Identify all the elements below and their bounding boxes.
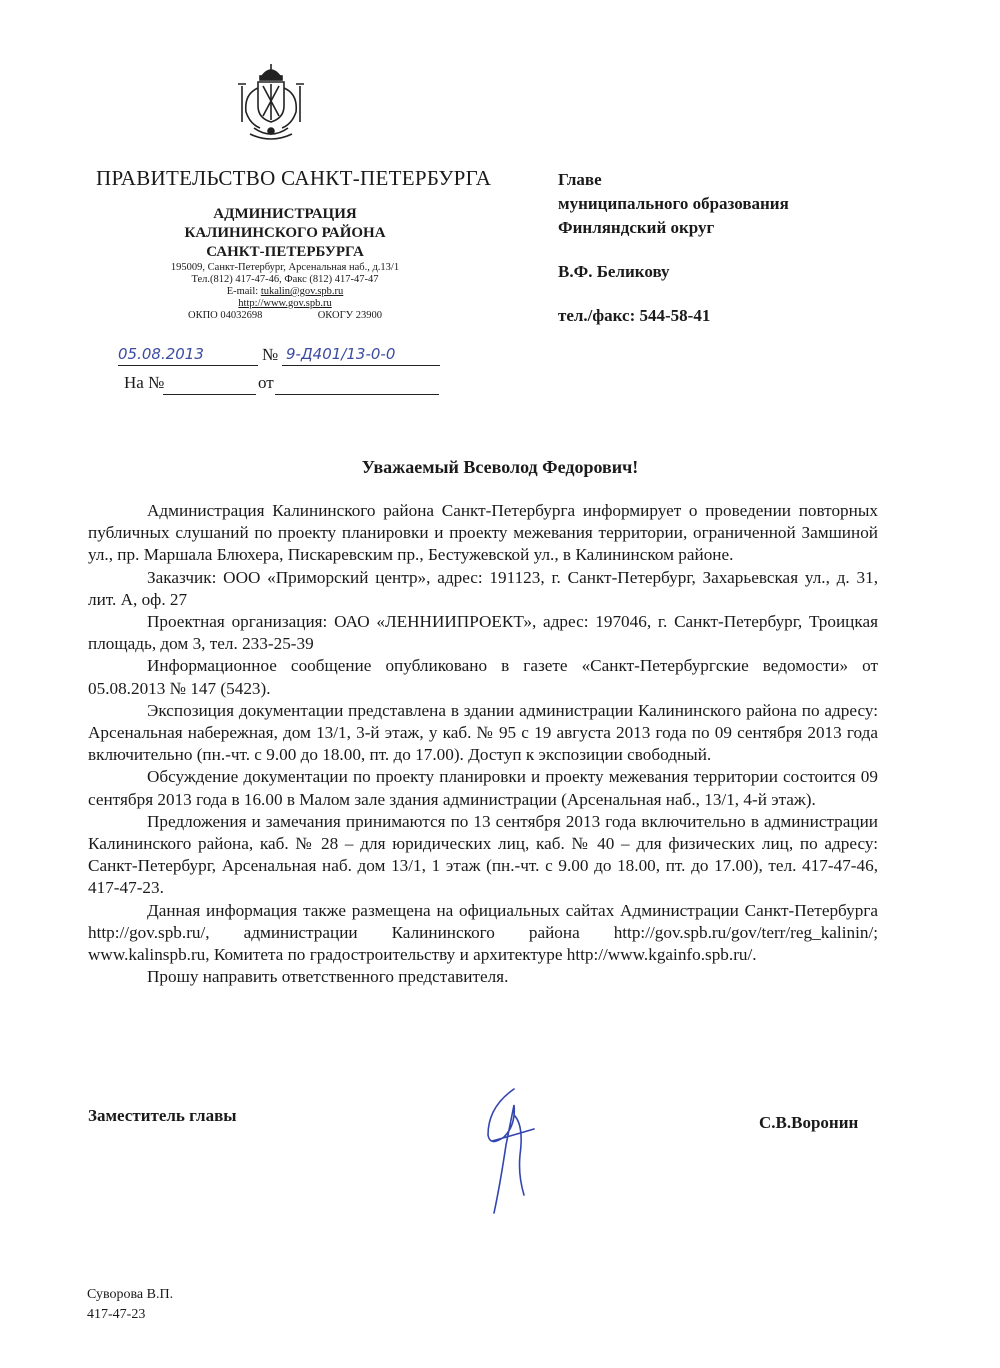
executor-phone: 417-47-23 [87,1307,146,1322]
number-sign: № [262,345,279,364]
paragraph-8: Данная информация также размещена на официальных сайтах Администрации Санкт-Петербурга http://gov.spb.ru/, администрации Калининского района http://gov.spb.ru/gov/terr/reg_kalinin/; www.kalinspb.ru, Комитета по градостроительству и архитектуре http://www.kgainfo.spb.ru/. [88,900,878,965]
admin-line-2: КАЛИНИНСКОГО РАЙОНА [184,225,386,241]
signatory-title: Заместитель главы [88,1106,237,1125]
recipient-name: В.Ф. Беликову [558,262,670,281]
coat-of-arms-icon [236,62,306,142]
paragraph-3: Проектная организация: ОАО «ЛЕННИИПРОЕКТ», адрес: 197046, г. Санкт-Петербург, Троицкая площадь, дом 3, тел. 233-25-39 [88,612,878,654]
admin-email-row [150,286,420,298]
paragraph-9: Прошу направить ответственного представителя. [147,967,509,987]
letter-body [88,500,878,988]
registration-date: 05.08.2013 [118,345,204,363]
administration-contacts [150,262,420,322]
okpo-code: ОКПО 04032698 [188,310,263,321]
salutation: Уважаемый Всеволод Федорович! [361,457,639,477]
recipient-line-2: муниципального образования [558,194,789,213]
registration-date-line [118,345,258,366]
paragraph-4: Информационное сообщение опубликовано в газете «Санкт-Петербургские ведомости» от 05.08.2013 № 147 (5423). [88,656,878,698]
paragraph-1: Администрация Калининского района Санкт-Петербурга информирует о проведении повторных публичных слушаний по проекту планировки и проекту межевания территории, ограниченной Замшиной ул., пр. Маршала Блюхера, Пискаревским пр., Бестужевской ул., в Калининском районе. [88,501,878,565]
paragraph-7: Предложения и замечания принимаются по 13 сентября 2013 года включительно в администрации Калининского района, каб. № 28 – для юридических лиц, каб. № 40 – для физических лиц, по адресу: Санкт-Петербург, Арсенальная наб. дом 13/1, 1 этаж (пн.-чт. с 9.00 до 18.00, пт. до 17.00), тел. 417-47-46, 417-47-23. [88,811,878,898]
executor-block [87,1285,173,1325]
registration-number-line [282,345,440,366]
okogu-code: ОКОГУ 23900 [317,310,382,321]
admin-phone-fax: Тел.(812) 417-47-46, Факс (812) 417-47-47 [191,274,379,285]
executor-name: Суворова В.П. [87,1287,174,1302]
paragraph-6: Обсуждение документации по проекту планировки и проекту межевания территории состоится 09 сентября 2013 года в 16.00 в Малом зале здания администрации (Арсенальная наб., 13/1, 4-й этаж). [88,767,878,809]
admin-address: 195009, Санкт-Петербург, Арсенальная наб., д.13/1 [170,262,400,273]
paragraph-5: Экспозиция документации представлена в здании администрации Калининского района по адресу: Арсенальная набережная, дом 13/1, 3-й этаж, у каб. № 95 с 19 августа 2013 года по 09 сентября 2013 года включительно (пн.-чт. с 9.00 до 18.00, пт. до 17.00). Доступ к экспозиции свободный. [88,700,878,765]
government-header: ПРАВИТЕЛЬСТВО САНКТ-ПЕТЕРБУРГА [96,166,492,190]
email-link[interactable]: tukalin@gov.spb.ru [260,286,344,297]
email-label: E-mail: [226,286,261,297]
from-label: от [258,373,274,392]
recipient-block [558,168,789,328]
from-line [275,374,439,395]
admin-codes [150,310,420,322]
admin-line-3: САНКТ-ПЕТЕРБУРГА [206,244,364,260]
handwritten-signature-icon [474,1085,544,1220]
website-link[interactable]: http://www.gov.spb.ru [238,298,332,309]
paragraph-2: Заказчик: ООО «Приморский центр», адрес: 191123, г. Санкт-Петербург, Захарьевская ул., д. 31, лит. А, оф. 27 [88,567,878,609]
registration-number: 9-Д401/13-0-0 [286,345,396,363]
signatory-name: С.В.Воронин [759,1113,859,1132]
recipient-line-1: Главе [558,170,602,189]
recipient-line-3: Финляндский округ [558,218,715,237]
administration-name [150,205,420,262]
recipient-contact: тел./факс: 544-58-41 [558,306,711,325]
reply-to-line [163,374,256,395]
admin-line-1: АДМИНИСТРАЦИЯ [213,206,357,222]
reply-to-label: На № [124,373,165,392]
